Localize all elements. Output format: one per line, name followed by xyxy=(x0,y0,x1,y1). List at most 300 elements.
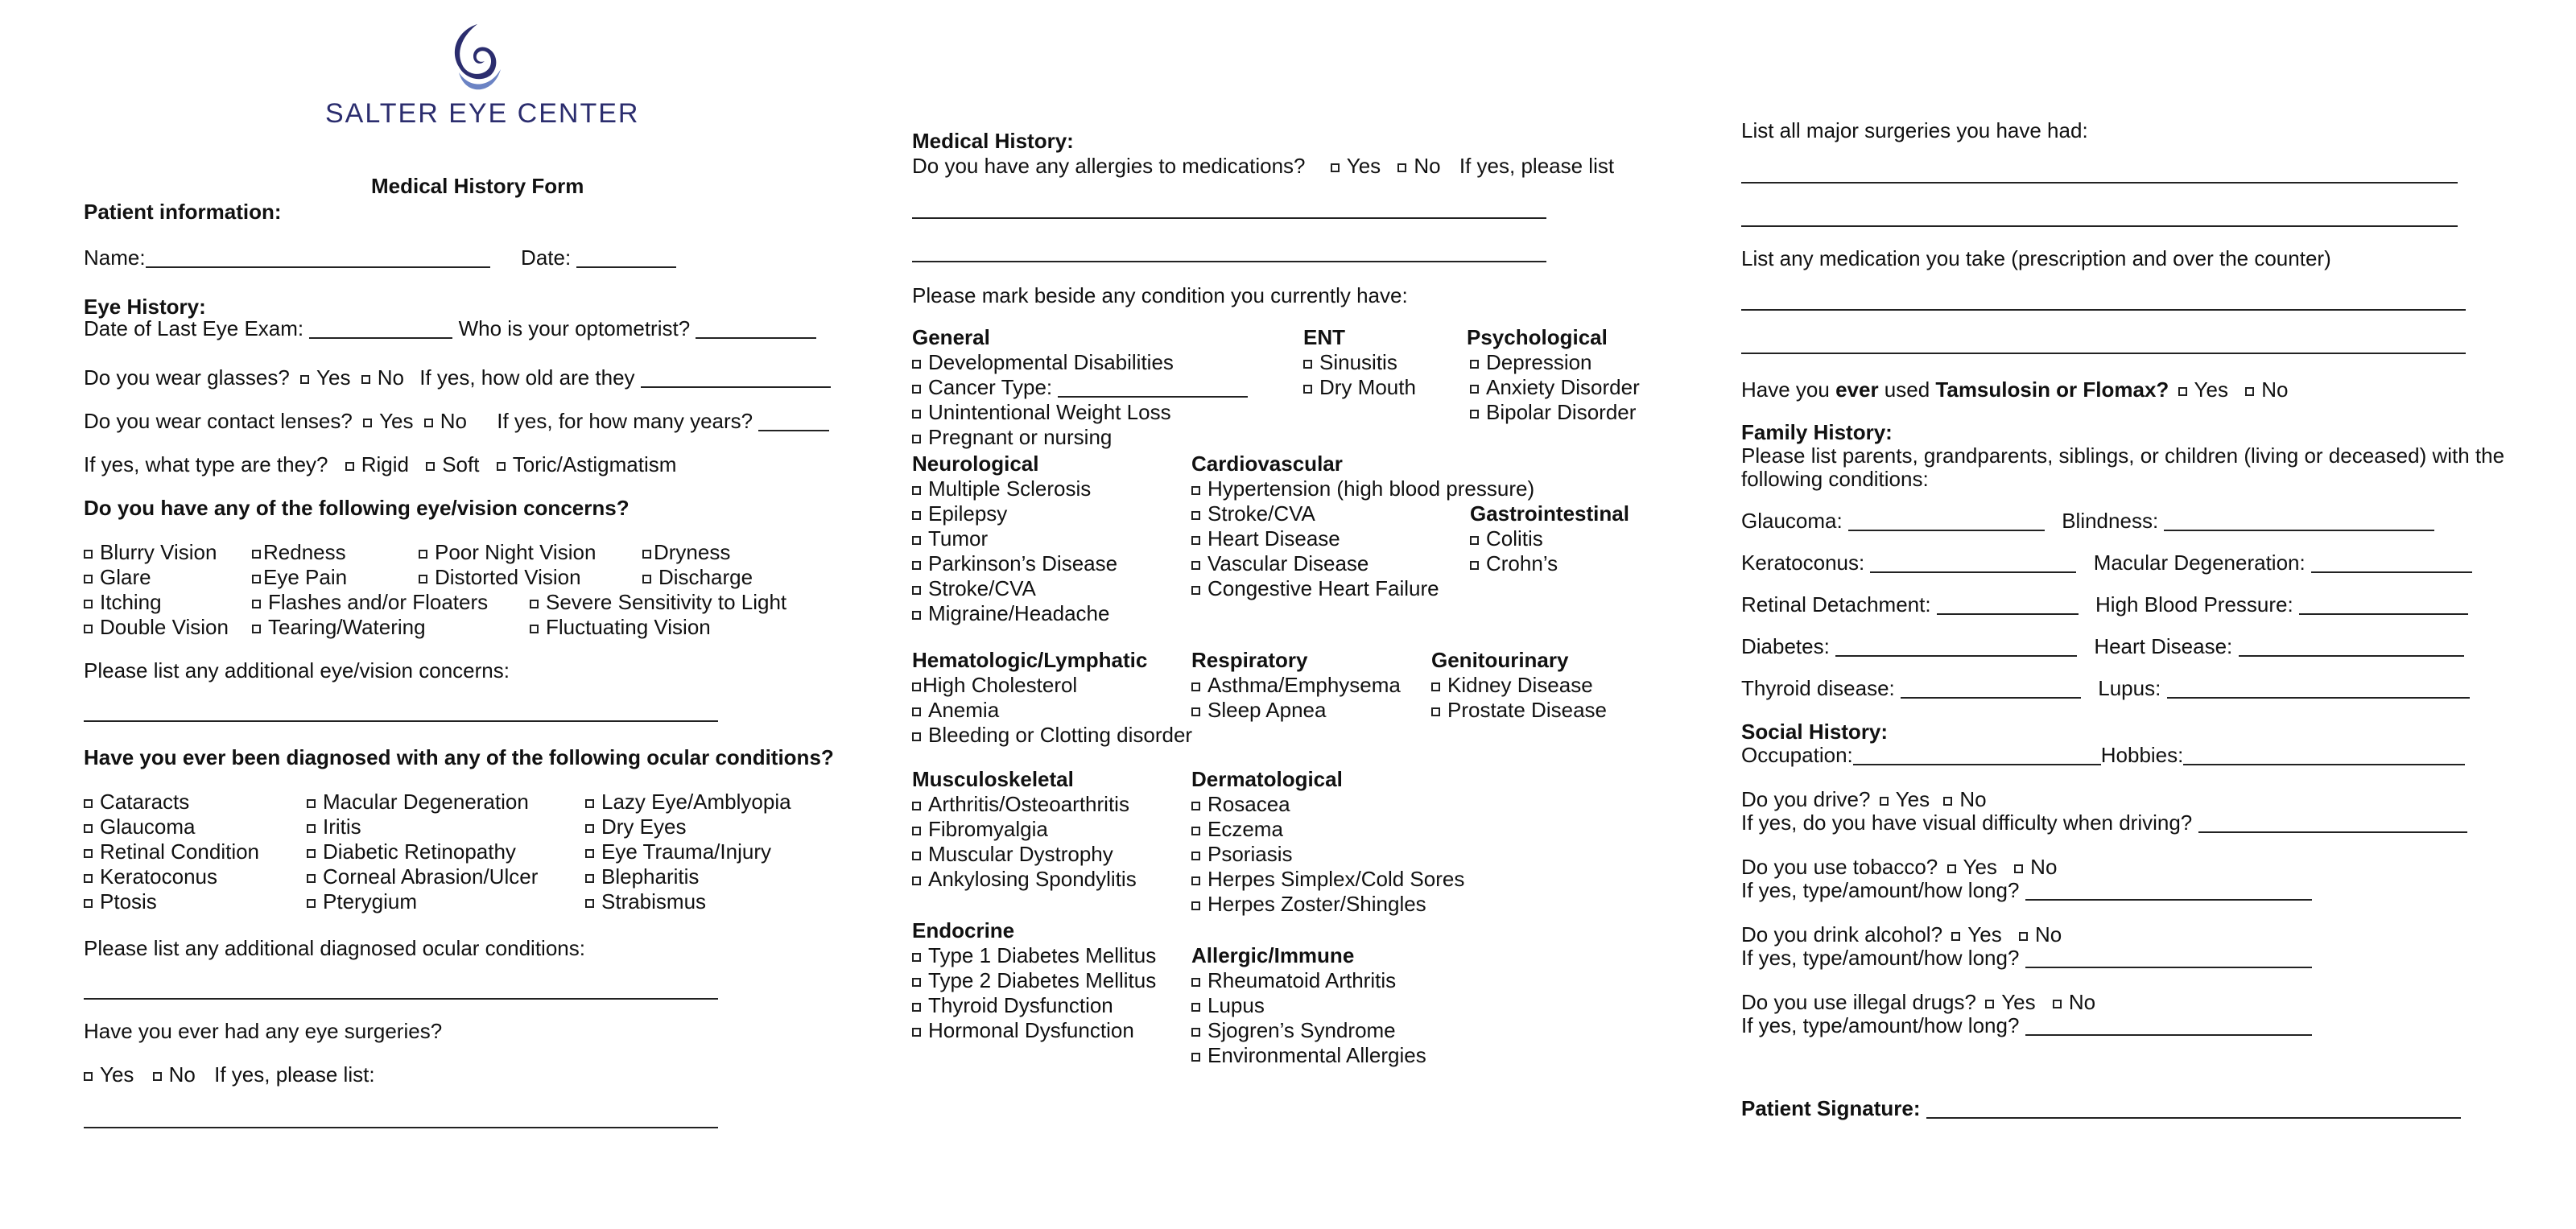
condition-item[interactable] xyxy=(585,864,699,889)
alcohol-question: Do you drink alcohol? xyxy=(1741,922,1943,946)
checkbox[interactable] xyxy=(419,550,427,559)
checkbox[interactable] xyxy=(1191,683,1200,691)
checkbox[interactable] xyxy=(84,899,93,908)
checkbox[interactable] xyxy=(1470,360,1479,369)
concern-label: Distorted Vision xyxy=(435,565,581,589)
neuro-item[interactable] xyxy=(912,551,1117,576)
checkbox[interactable] xyxy=(530,625,539,633)
condition-label: Bleeding or Clotting disorder xyxy=(928,723,1193,747)
checkbox[interactable] xyxy=(912,953,921,962)
family-label: High Blood Pressure: xyxy=(2095,592,2293,617)
condition-label: Keratoconus xyxy=(100,864,217,889)
drive-difficulty-label: If yes, do you have visual difficulty when driving? xyxy=(1741,810,2193,835)
family-field[interactable] xyxy=(2167,678,2470,699)
last-exam-field[interactable] xyxy=(309,318,452,339)
ent-item[interactable] xyxy=(1303,375,1416,400)
signature-field[interactable] xyxy=(1926,1098,2461,1119)
glasses-row xyxy=(84,365,831,390)
concern-item[interactable] xyxy=(84,590,162,615)
yes-label: Yes xyxy=(2194,377,2228,402)
tobacco-no-checkbox[interactable] xyxy=(2014,864,2023,873)
condition-item[interactable] xyxy=(307,815,361,839)
checkbox[interactable] xyxy=(1191,1028,1200,1037)
yes-label: Yes xyxy=(1967,922,2002,946)
family-field[interactable] xyxy=(1901,678,2081,699)
checkbox[interactable] xyxy=(912,1003,921,1012)
checkbox[interactable] xyxy=(84,550,93,559)
condition-label: Vascular Disease xyxy=(1208,551,1369,575)
psych-item[interactable] xyxy=(1470,375,1640,400)
checkbox[interactable] xyxy=(585,874,594,883)
endo-heading: Endocrine xyxy=(912,918,1015,942)
checkbox[interactable] xyxy=(1470,385,1479,394)
last-exam-row xyxy=(84,316,816,341)
medical-history-heading: Medical History: xyxy=(912,129,1074,153)
condition-label: Anxiety Disorder xyxy=(1486,375,1640,399)
general-item[interactable] xyxy=(912,400,1171,425)
family-row xyxy=(1741,634,2464,659)
condition-label: Type 1 Diabetes Mellitus xyxy=(928,943,1157,967)
ent-item[interactable] xyxy=(1303,350,1397,375)
alcohol-detail-field[interactable] xyxy=(2025,947,2312,968)
allergic-item[interactable] xyxy=(1191,1018,1396,1043)
concern-item[interactable] xyxy=(84,540,217,565)
type-amount-label: If yes, type/amount/how long? xyxy=(1741,946,2020,970)
checkbox[interactable] xyxy=(585,899,594,908)
glasses-age-field[interactable] xyxy=(641,367,831,388)
checkbox[interactable] xyxy=(252,575,261,584)
checkbox[interactable] xyxy=(1431,707,1440,716)
family-label: Lupus: xyxy=(2098,676,2161,700)
tamsulosin-row xyxy=(1741,377,2288,402)
endo-item[interactable] xyxy=(912,1018,1134,1043)
name-field[interactable] xyxy=(146,247,490,268)
neuro-item[interactable] xyxy=(912,601,1109,626)
condition-item[interactable] xyxy=(585,889,706,914)
checkbox[interactable] xyxy=(252,625,261,633)
family-row xyxy=(1741,592,2468,617)
concern-item[interactable] xyxy=(419,540,596,565)
checkbox[interactable] xyxy=(1191,876,1200,885)
concern-label: Flashes and/or Floaters xyxy=(268,590,489,614)
checkbox[interactable] xyxy=(912,611,921,620)
glasses-no-checkbox[interactable] xyxy=(361,375,370,384)
name-row xyxy=(84,245,676,270)
condition-label: Rheumatoid Arthritis xyxy=(1208,968,1397,992)
condition-label: Environmental Allergies xyxy=(1208,1043,1426,1067)
patient-info-heading: Patient information: xyxy=(84,200,282,224)
contacts-question: Do you wear contact lenses? xyxy=(84,409,353,433)
contacts-yes-checkbox[interactable] xyxy=(363,419,372,427)
alcohol-no-checkbox[interactable] xyxy=(2019,932,2028,941)
checkbox[interactable] xyxy=(912,486,921,495)
concern-label: Redness xyxy=(263,540,346,564)
no-label: No xyxy=(2034,922,2062,946)
family-field[interactable] xyxy=(1835,636,2077,657)
condition-label: Epilepsy xyxy=(928,501,1008,526)
drive-difficulty-row xyxy=(1741,810,2467,835)
geni-item[interactable] xyxy=(1431,698,1607,723)
condition-item[interactable] xyxy=(84,864,217,889)
glasses-yes-checkbox[interactable] xyxy=(300,375,309,384)
checkbox[interactable] xyxy=(912,732,921,741)
occupation-label: Occupation: xyxy=(1741,743,1853,767)
checkbox[interactable] xyxy=(307,824,316,833)
condition-label: Kidney Disease xyxy=(1447,673,1593,697)
cardio-item[interactable] xyxy=(1191,576,1439,601)
general-item[interactable] xyxy=(912,375,1248,400)
contacts-years-label: If yes, for how many years? xyxy=(497,409,753,433)
alcohol-yes-checkbox[interactable] xyxy=(1951,932,1960,941)
family-desc: following conditions: xyxy=(1741,467,1929,491)
psych-item[interactable] xyxy=(1470,400,1636,425)
geni-heading: Genitourinary xyxy=(1431,648,1569,672)
cancer-type-field[interactable] xyxy=(1058,377,1248,398)
date-field[interactable] xyxy=(576,247,676,268)
concern-item[interactable] xyxy=(530,615,711,640)
neuro-item[interactable] xyxy=(912,476,1091,501)
surgeries-no-checkbox[interactable] xyxy=(153,1072,162,1081)
checkbox[interactable] xyxy=(912,410,921,419)
musc-item[interactable] xyxy=(912,817,1048,842)
tobacco-yes-checkbox[interactable] xyxy=(1947,864,1956,873)
checkbox[interactable] xyxy=(912,1028,921,1037)
family-label: Glaucoma: xyxy=(1741,509,1843,533)
condition-label: Anemia xyxy=(928,698,1000,722)
surgeries-field-1[interactable] xyxy=(1741,182,2458,184)
endo-item[interactable] xyxy=(912,993,1113,1018)
eye-logo-icon xyxy=(441,23,506,103)
checkbox[interactable] xyxy=(1191,901,1200,910)
allergic-item[interactable] xyxy=(1191,968,1396,993)
condition-item[interactable] xyxy=(585,815,686,839)
tamsulosin-drug: Tamsulosin or Flomax? xyxy=(1935,377,2169,402)
type-amount-label: If yes, type/amount/how long? xyxy=(1741,878,2020,902)
drugs-yes-checkbox[interactable] xyxy=(1985,1000,1994,1008)
condition-item[interactable] xyxy=(84,889,157,914)
cardio-item[interactable] xyxy=(1191,476,1534,501)
condition-item[interactable] xyxy=(585,839,771,864)
family-field[interactable] xyxy=(1870,552,2076,573)
condition-label: Tumor xyxy=(928,526,989,551)
checkbox[interactable] xyxy=(1191,852,1200,860)
checkbox[interactable] xyxy=(912,435,921,443)
drive-no-checkbox[interactable] xyxy=(1943,797,1952,806)
checkbox[interactable] xyxy=(1191,1003,1200,1012)
surgeries-list-label: If yes, please list: xyxy=(214,1062,375,1087)
neuro-item[interactable] xyxy=(912,501,1007,526)
concern-label: Eye Pain xyxy=(263,565,348,589)
hema-item[interactable] xyxy=(912,723,1192,748)
checkbox[interactable] xyxy=(252,550,261,559)
derm-item[interactable] xyxy=(1191,817,1283,842)
cardio-item[interactable] xyxy=(1191,526,1340,551)
checkbox[interactable] xyxy=(585,824,594,833)
drugs-no-checkbox[interactable] xyxy=(2053,1000,2062,1008)
geni-item[interactable] xyxy=(1431,673,1593,698)
resp-item[interactable] xyxy=(1191,673,1401,698)
concern-item[interactable] xyxy=(84,565,151,590)
checkbox[interactable] xyxy=(912,360,921,369)
allergic-item[interactable] xyxy=(1191,993,1265,1018)
checkbox[interactable] xyxy=(1191,707,1200,716)
checkbox[interactable] xyxy=(912,561,921,570)
family-label: Macular Degeneration: xyxy=(2093,551,2306,575)
condition-item[interactable] xyxy=(84,790,189,815)
condition-item[interactable] xyxy=(84,839,259,864)
drugs-question: Do you use illegal drugs? xyxy=(1741,990,1976,1014)
checkbox[interactable] xyxy=(1303,360,1312,369)
checkbox[interactable] xyxy=(1303,385,1312,394)
concern-label: Fluctuating Vision xyxy=(546,615,711,639)
family-field[interactable] xyxy=(2239,636,2464,657)
checkbox[interactable] xyxy=(1191,978,1200,987)
condition-label: Asthma/Emphysema xyxy=(1208,673,1401,697)
checkbox[interactable] xyxy=(1191,486,1200,495)
gastro-item[interactable] xyxy=(1470,526,1543,551)
condition-label: Developmental Disabilities xyxy=(928,350,1174,374)
last-exam-label: Date of Last Eye Exam: xyxy=(84,316,304,340)
checkbox[interactable] xyxy=(307,874,316,883)
checkbox[interactable] xyxy=(84,849,93,858)
concern-label: Blurry Vision xyxy=(100,540,217,564)
concern-label: Itching xyxy=(100,590,162,614)
condition-label: Cancer Type: xyxy=(928,375,1053,399)
family-row xyxy=(1741,676,2470,701)
family-label: Retinal Detachment: xyxy=(1741,592,1931,617)
surgeries-row xyxy=(84,1062,375,1087)
drive-difficulty-field[interactable] xyxy=(2198,812,2467,833)
checkbox[interactable] xyxy=(1470,561,1479,570)
toric-checkbox[interactable] xyxy=(497,462,506,471)
optometrist-field[interactable] xyxy=(696,318,816,339)
no-label: No xyxy=(2261,377,2289,402)
checkbox[interactable] xyxy=(1431,683,1440,691)
family-label: Diabetes: xyxy=(1741,634,1830,658)
allergies-field-1[interactable] xyxy=(912,217,1546,219)
cardio-item[interactable] xyxy=(1191,551,1368,576)
lens-type-question: If yes, what type are they? xyxy=(84,452,328,476)
checkbox[interactable] xyxy=(912,827,921,835)
concern-item[interactable] xyxy=(252,540,346,565)
medications-field-2[interactable] xyxy=(1741,353,2466,354)
checkbox[interactable] xyxy=(912,536,921,545)
family-field[interactable] xyxy=(2164,510,2434,531)
condition-item[interactable] xyxy=(84,815,196,839)
condition-item[interactable] xyxy=(307,864,538,889)
condition-label: Sleep Apnea xyxy=(1208,698,1327,722)
glasses-question: Do you wear glasses? xyxy=(84,365,290,390)
condition-label: Strabismus xyxy=(601,889,707,914)
concern-item[interactable] xyxy=(642,565,753,590)
condition-label: Sinusitis xyxy=(1319,350,1397,374)
tamsulosin-yes-checkbox[interactable] xyxy=(2178,387,2187,396)
endo-item[interactable] xyxy=(912,943,1156,968)
allergic-item[interactable] xyxy=(1191,1043,1426,1068)
family-field[interactable] xyxy=(1848,510,2045,531)
occupation-field[interactable] xyxy=(1853,744,2101,765)
checkbox[interactable] xyxy=(1191,586,1200,595)
concern-item[interactable] xyxy=(252,615,426,640)
general-item[interactable] xyxy=(912,350,1174,375)
family-field[interactable] xyxy=(2311,552,2472,573)
drugs-row xyxy=(1741,990,2095,1015)
allergies-no-checkbox[interactable] xyxy=(1397,163,1406,172)
concern-item[interactable] xyxy=(252,590,488,615)
checkbox[interactable] xyxy=(307,799,316,808)
derm-item[interactable] xyxy=(1191,867,1464,892)
checkbox[interactable] xyxy=(419,575,427,584)
surgeries-field-2[interactable] xyxy=(1741,225,2458,227)
no-label: No xyxy=(1959,787,1987,811)
checkbox[interactable] xyxy=(1191,802,1200,810)
yes-label: Yes xyxy=(316,365,351,390)
checkbox[interactable] xyxy=(307,899,316,908)
psych-item[interactable] xyxy=(1470,350,1592,375)
hema-item[interactable] xyxy=(912,698,999,723)
additional-concerns-label: Please list any additional eye/vision concerns: xyxy=(84,658,510,683)
condition-label: Parkinson’s Disease xyxy=(928,551,1118,575)
checkbox[interactable] xyxy=(912,385,921,394)
checkbox[interactable] xyxy=(912,707,921,716)
medications-field-1[interactable] xyxy=(1741,309,2466,311)
checkbox[interactable] xyxy=(1191,827,1200,835)
checkbox[interactable] xyxy=(912,683,921,691)
drugs-detail-field[interactable] xyxy=(2025,1015,2312,1036)
checkbox[interactable] xyxy=(307,849,316,858)
checkbox[interactable] xyxy=(912,586,921,595)
checkbox[interactable] xyxy=(1191,561,1200,570)
condition-label: Rosacea xyxy=(1208,792,1290,816)
concern-item[interactable] xyxy=(530,590,786,615)
surgeries-field[interactable] xyxy=(84,1127,718,1128)
concern-item[interactable] xyxy=(419,565,581,590)
tamsulosin-no-checkbox[interactable] xyxy=(2245,387,2254,396)
type-amount-label: If yes, type/amount/how long? xyxy=(1741,1013,2020,1037)
no-label: No xyxy=(440,409,467,433)
condition-label: Heart Disease xyxy=(1208,526,1340,551)
family-field[interactable] xyxy=(2299,594,2468,615)
condition-label: Type 2 Diabetes Mellitus xyxy=(928,968,1157,992)
condition-label: Herpes Simplex/Cold Sores xyxy=(1208,867,1465,891)
concern-label: Discharge xyxy=(658,565,753,589)
checkbox[interactable] xyxy=(912,802,921,810)
checkbox[interactable] xyxy=(912,978,921,987)
condition-label: Dry Mouth xyxy=(1319,375,1416,399)
contacts-years-field[interactable] xyxy=(758,410,829,431)
allergies-row xyxy=(912,154,1614,179)
condition-item[interactable] xyxy=(585,790,791,815)
derm-item[interactable] xyxy=(1191,842,1292,867)
checkbox[interactable] xyxy=(1470,410,1479,419)
condition-item[interactable] xyxy=(307,839,516,864)
yes-label: Yes xyxy=(1963,855,1997,879)
checkbox[interactable] xyxy=(84,575,93,584)
yes-label: Yes xyxy=(1895,787,1930,811)
checkbox[interactable] xyxy=(1191,536,1200,545)
psych-heading: Psychological xyxy=(1467,325,1608,349)
drive-yes-checkbox[interactable] xyxy=(1880,797,1889,806)
allergies-yes-checkbox[interactable] xyxy=(1331,163,1340,172)
condition-label: Cataracts xyxy=(100,790,190,814)
general-item[interactable] xyxy=(912,425,1112,450)
gastro-item[interactable] xyxy=(1470,551,1558,576)
checkbox[interactable] xyxy=(585,799,594,808)
concern-item[interactable] xyxy=(84,615,229,640)
checkbox[interactable] xyxy=(642,575,651,584)
concern-item[interactable] xyxy=(642,540,730,565)
derm-item[interactable] xyxy=(1191,892,1426,917)
checkbox[interactable] xyxy=(912,511,921,520)
checkbox[interactable] xyxy=(912,876,921,885)
soft-checkbox[interactable] xyxy=(426,462,435,471)
drive-question: Do you drive? xyxy=(1741,787,1871,811)
checkbox[interactable] xyxy=(1191,1053,1200,1062)
tamsulosin-text: used xyxy=(1878,377,1936,402)
checkbox[interactable] xyxy=(642,550,651,559)
musc-item[interactable] xyxy=(912,867,1137,892)
allergies-question: Do you have any allergies to medications? xyxy=(912,154,1306,178)
tobacco-question: Do you use tobacco? xyxy=(1741,855,1938,879)
checkbox[interactable] xyxy=(912,852,921,860)
checkbox[interactable] xyxy=(1191,511,1200,520)
condition-label: Glaucoma xyxy=(100,815,196,839)
hobbies-field[interactable] xyxy=(2183,744,2465,765)
condition-label: Arthritis/Osteoarthritis xyxy=(928,792,1129,816)
condition-label: Depression xyxy=(1486,350,1592,374)
surgeries-yes-checkbox[interactable] xyxy=(84,1072,93,1081)
checkbox[interactable] xyxy=(585,849,594,858)
hema-item[interactable] xyxy=(912,673,1077,698)
signature-row xyxy=(1741,1096,2461,1121)
checkbox[interactable] xyxy=(530,600,539,608)
condition-item[interactable] xyxy=(307,790,529,815)
checkbox[interactable] xyxy=(84,874,93,883)
rigid-checkbox[interactable] xyxy=(345,462,354,471)
additional-concerns-field[interactable] xyxy=(84,720,718,722)
contacts-no-checkbox[interactable] xyxy=(424,419,433,427)
neuro-item[interactable] xyxy=(912,526,988,551)
tobacco-detail-field[interactable] xyxy=(2025,880,2312,901)
derm-item[interactable] xyxy=(1191,792,1290,817)
family-field[interactable] xyxy=(1937,594,2079,615)
endo-item[interactable] xyxy=(912,968,1156,993)
surgeries-question: Have you ever had any eye surgeries? xyxy=(84,1019,443,1043)
alcohol-row xyxy=(1741,922,2062,947)
cardio-heading: Cardiovascular xyxy=(1191,452,1343,476)
checkbox[interactable] xyxy=(1470,536,1479,545)
signature-label: Patient Signature: xyxy=(1741,1096,1921,1120)
concern-item[interactable] xyxy=(252,565,347,590)
cardio-item[interactable] xyxy=(1191,501,1315,526)
checkbox[interactable] xyxy=(84,600,93,608)
allergies-field-2[interactable] xyxy=(912,261,1546,262)
additional-conditions-field[interactable] xyxy=(84,998,718,1000)
resp-heading: Respiratory xyxy=(1191,648,1308,672)
checkbox[interactable] xyxy=(252,600,261,608)
resp-item[interactable] xyxy=(1191,698,1326,723)
medications-label: List any medication you take (prescription and over the counter) xyxy=(1741,246,2331,270)
checkbox[interactable] xyxy=(84,625,93,633)
musc-item[interactable] xyxy=(912,792,1129,817)
checkbox[interactable] xyxy=(84,799,93,808)
condition-item[interactable] xyxy=(307,889,417,914)
condition-label: Migraine/Headache xyxy=(928,601,1110,625)
checkbox[interactable] xyxy=(84,824,93,833)
neuro-item[interactable] xyxy=(912,576,1036,601)
musc-item[interactable] xyxy=(912,842,1113,867)
no-label: No xyxy=(1414,154,1441,178)
